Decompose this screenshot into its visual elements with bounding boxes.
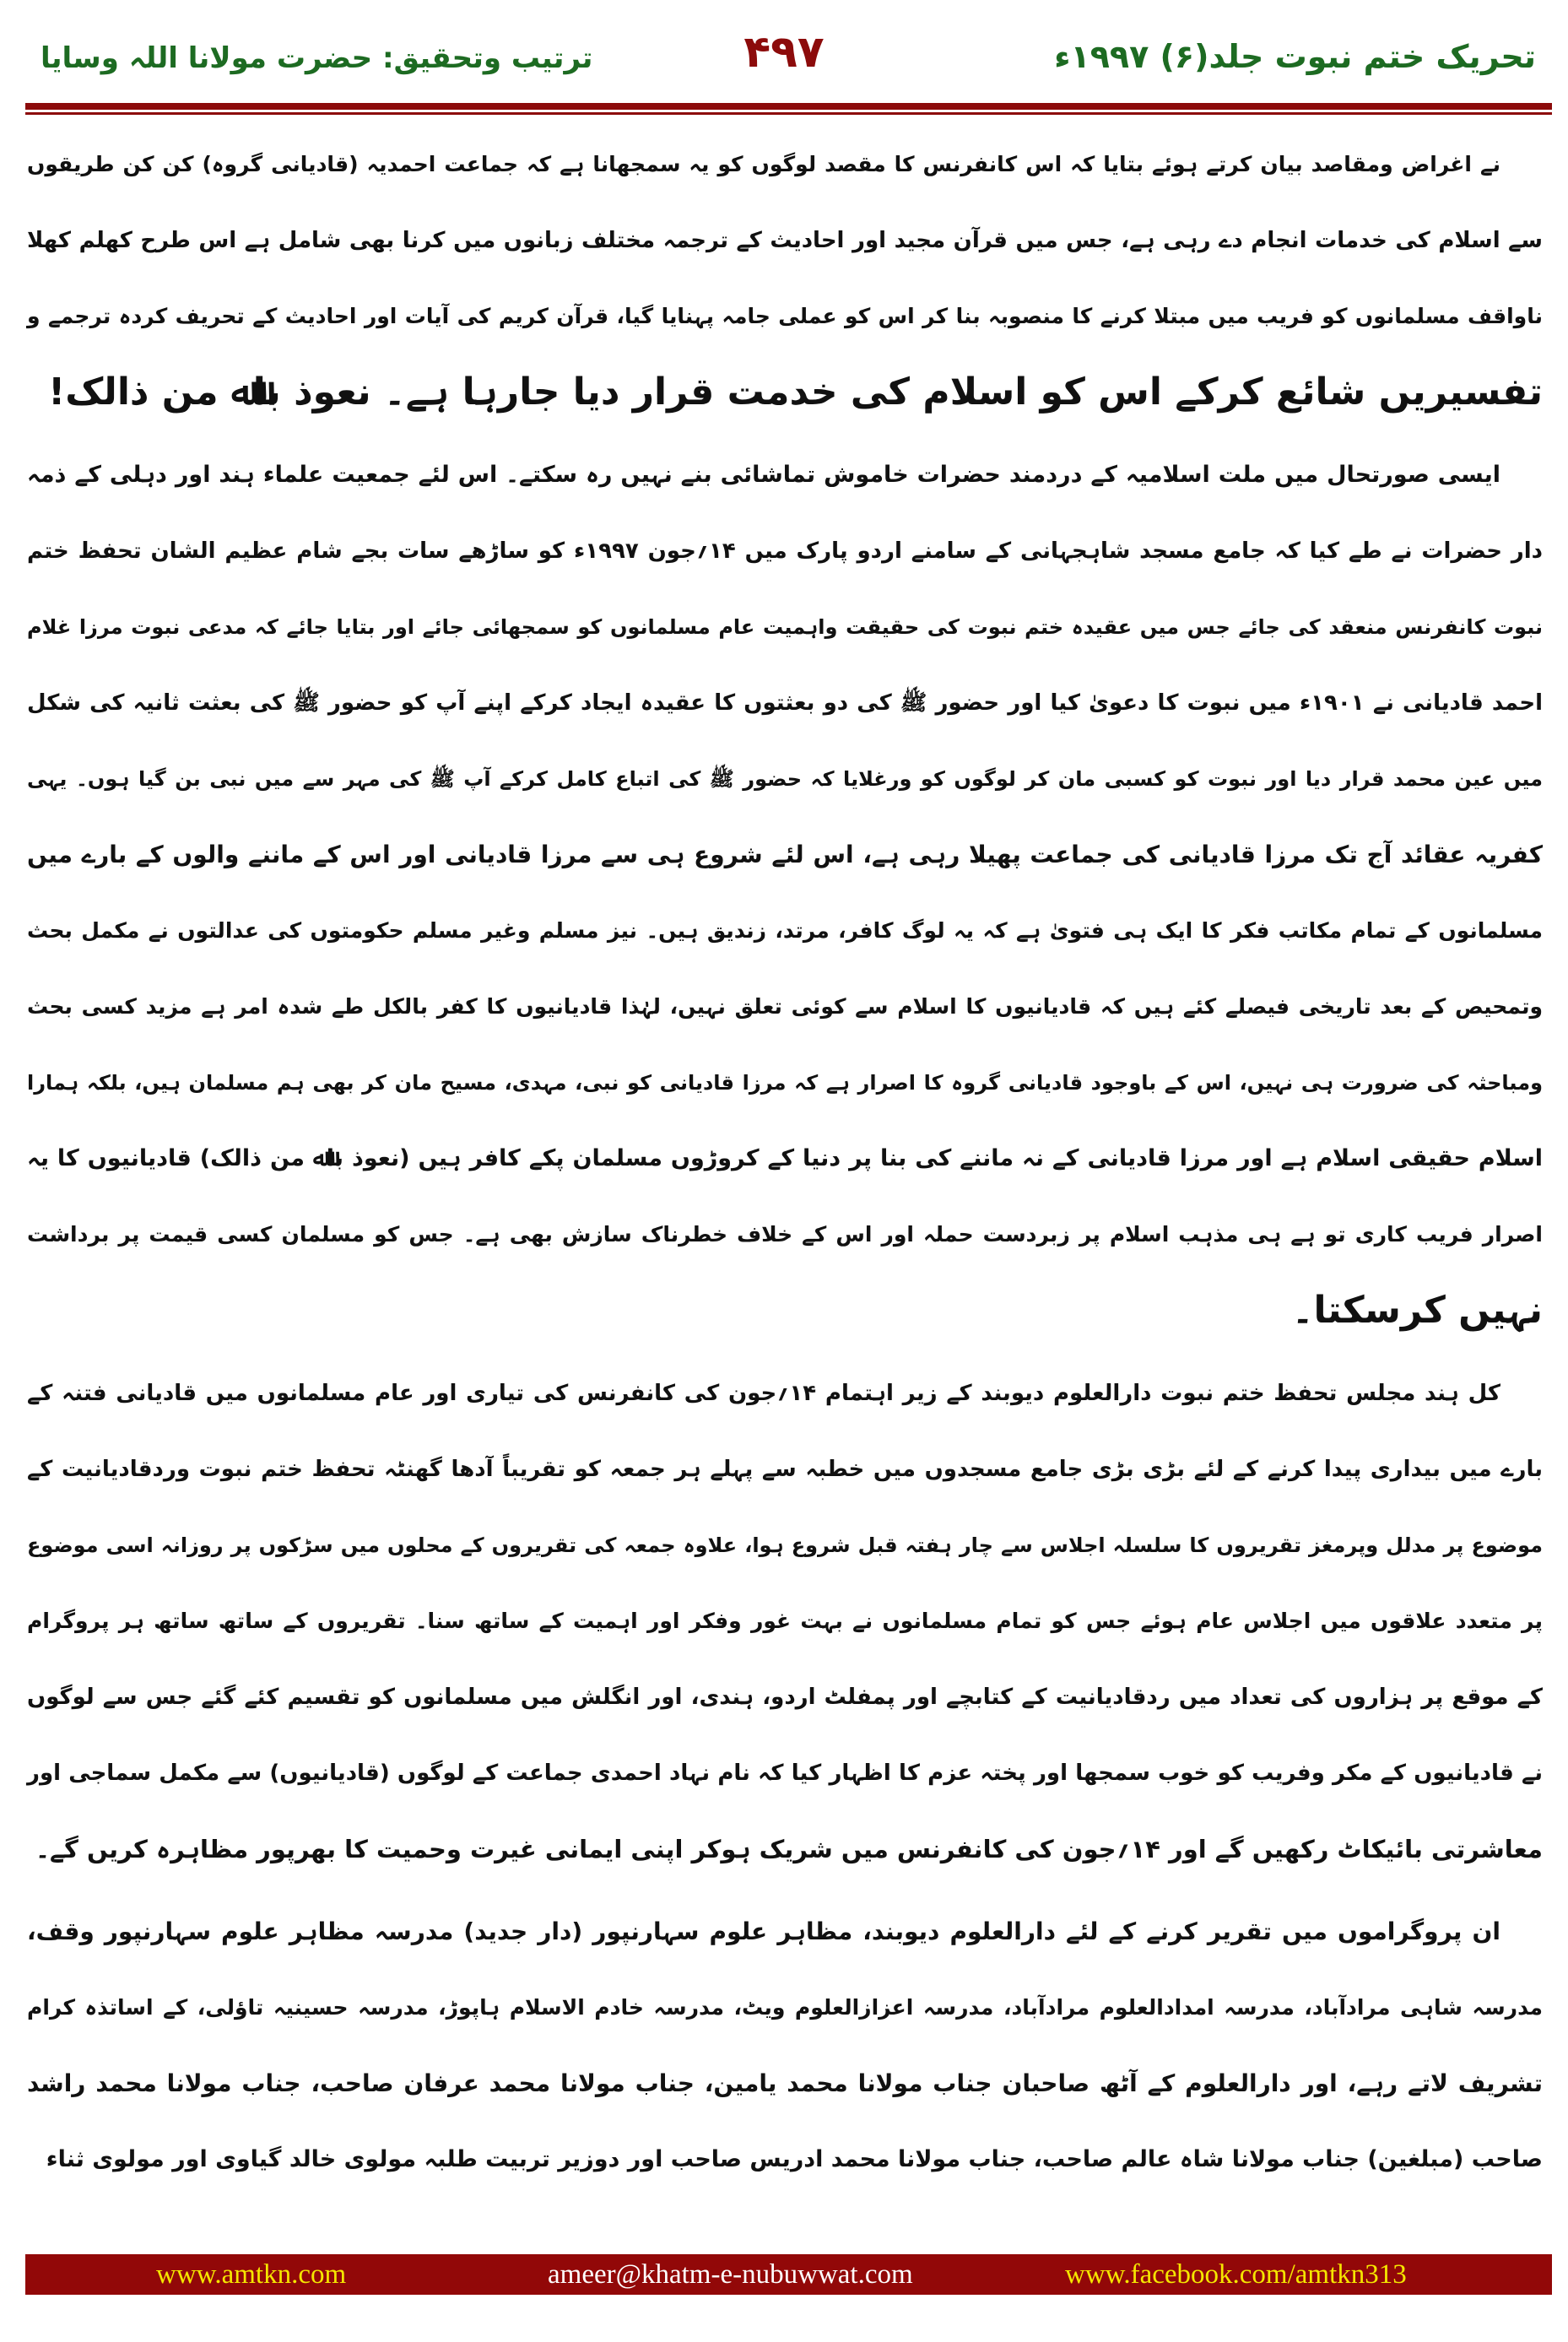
text-line: اسلام حقیقی اسلام ہے اور مرزا قادیانی کے نہ ماننے کی بنا پر دنیا کے کروڑوں مسلمان پکے کافر ہیں (نعوذ باﷲ من ذالک) قادیانیوں کا یہ [27,1145,1543,1171]
text-line: صاحب (مبلغین) جناب مولانا شاہ عالم صاحب، جناب مولانا محمد ادریس صاحب اور دوزیر تربیت طلبہ مولوی خالد گیاوی اور مولوی ثناء [46,2146,1543,2172]
header-rule-thick [25,103,1552,110]
text-line: ومباحثہ کی ضرورت ہی نہیں، اس کے باوجود قادیانی گروہ کا اصرار ہے کہ مرزا قادیانی کو نبی، مہدی، مسیح مان کر بھی ہم مسلمان ہیں، بلکہ ہمارا [27,1071,1543,1095]
text-line: ایسی صورتحال میں ملت اسلامیہ کے دردمند حضرات خاموش تماشائی بنے نہیں رہ سکتے۔ اس لئے جمعیت علماء ہند اور دہلی کے ذمہ [27,462,1500,488]
website-link[interactable]: www.amtkn.com [156,2259,347,2290]
facebook-link[interactable]: www.facebook.com/amtkn313 [1065,2259,1407,2290]
text-line: مسلمانوں کے تمام مکاتب فکر کا ایک ہی فتویٰ ہے کہ یہ لوگ کافر، مرتد، زندیق ہیں۔ نیز مسلم وغیر مسلم حکومتوں کی عدالتوں نے مکمل بحث [27,918,1543,943]
text-line: نہیں کرسکتا۔ [1291,1289,1543,1332]
text-line: تفسیریں شائع کرکے اس کو اسلام کی خدمت قرار دیا جارہا ہے۔ نعوذ باﷲ من ذالک! [48,371,1543,414]
footer-bar [25,2254,1552,2295]
page-number: ۴۹۷ [743,27,825,78]
text-line: مدرسہ شاہی مرادآباد، مدرسہ امدادالعلوم مرادآباد، مدرسہ اعزازالعلوم ویٹ، مدرسہ خادم الاسلام ہاپوڑ، مدرسہ حسینیہ تاؤلی، کے اساتذہ کرام [27,1995,1543,2020]
text-line: میں عین محمد قرار دیا اور نبوت کو کسبی مان کر لوگوں کو ورغلایا کہ حضور ﷺ کی اتباع کامل کرکے آپ ﷺ کی مہر سے میں نبی بن گیا ہوں۔ یہی [27,767,1543,791]
text-line: اصرار فریب کاری تو ہے ہی مذہب اسلام پر زبردست حملہ اور اس کے خلاف خطرناک سازش بھی ہے۔ جس کو مسلمان کسی قیمت پر برداشت [27,1222,1543,1247]
text-line: پر متعدد علاقوں میں اجلاس عام ہوئے جس کو تمام مسلمانوں نے بہت غور وفکر اور اہمیت کے ساتھ سنا۔ تقریروں کے ساتھ ساتھ ہر پروگرام [27,1609,1543,1633]
text-line: کل ہند مجلس تحفظ ختم نبوت دارالعلوم دیوبند کے زیر اہتمام ۱۴؍جون کی کانفرنس کی تیاری اور عام مسلمانوں میں قادیانی فتنہ کے [27,1381,1500,1406]
text-line: بارے میں بیداری پیدا کرنے کے لئے بڑی بڑی جامع مسجدوں میں خطبہ سے پہلے ہر جمعہ کو تقریباً آدھا گھنٹہ تحفظ ختم نبوت وردقادیانیت کے [27,1457,1543,1482]
email-link[interactable]: ameer@khatm-e-nubuwwat.com [548,2259,913,2290]
header-rule-thin [25,112,1552,115]
book-title: تحریک ختم نبوت جلد(۶) ۱۹۹۷ء [1054,38,1536,75]
text-line: تشریف لاتے رہے، اور دارالعلوم کے آٹھ صاحبان جناب مولانا محمد یامین، جناب مولانا محمد عرفان صاحب، جناب مولانا محمد راشد [27,2069,1543,2097]
text-line: نبوت کانفرنس منعقد کی جائے جس میں عقیدہ ختم نبوت کی حقیقت واہمیت عام مسلمانوں کو سمجھائی جائے اور بتایا جائے کہ مدعی نبوت مرزا غلام [27,615,1543,639]
text-line: وتمحیص کے بعد تاریخی فیصلے کئے ہیں کہ قادیانیوں کا اسلام سے کوئی تعلق نہیں، لہٰذا قادیانیوں کا کفر بالکل طے شدہ امر ہے مزید کسی بحث [27,994,1543,1019]
text-line: معاشرتی بائیکاٹ رکھیں گے اور ۱۴؍جون کی کانفرنس میں شریک ہوکر اپنی ایمانی غیرت وحمیت کا بھرپور مظاہرہ کریں گے۔ [35,1835,1543,1863]
compiler-credit: ترتیب وتحقیق: حضرت مولانا اللہ وسایا [41,41,593,75]
text-line: نے اغراض ومقاصد بیان کرتے ہوئے بتایا کہ اس کانفرنس کا مقصد لوگوں کو یہ سمجھانا ہے کہ جماعت احمدیہ (قادیانی گروہ) کن کن طریقوں [27,152,1500,176]
text-line: ان پروگراموں میں تقریر کرنے کے لئے دارالعلوم دیوبند، مظاہر علوم سہارنپور (دار جدید) مدرسہ مظاہر علوم سہارنپور وقف، [27,1917,1501,1945]
text-line: ناواقف مسلمانوں کو فریب میں مبتلا کرنے کا منصوبہ بنا کر اس کو عملی جامہ پہنایا گیا، قرآن کریم کی آیات اور احادیث کے تحریف کردہ ترجمے و [27,304,1543,328]
text-line: کے موقع پر ہزاروں کی تعداد میں ردقادیانیت کے کتابچے اور پمفلٹ اردو، ہندی، اور انگلش میں مسلمانوں کو تقسیم کئے گئے جس سے لوگوں [27,1685,1543,1710]
text-line: کفریہ عقائد آج تک مرزا قادیانی کی جماعت پھیلا رہی ہے، اس لئے شروع ہی سے مرزا قادیانی اور اس کے ماننے والوں کے بارے میں [27,841,1543,868]
body-text [27,127,1543,2198]
text-line: موضوع پر مدلل وپرمغز تقریروں کا سلسلہ اجلاس سے چار ہفتہ قبل شروع ہوا، علاوہ جمعہ کی تقریروں کے محلوں میں سڑکوں پر روزانہ اسی موضوع [27,1533,1543,1557]
text-line: دار حضرات نے طے کیا کہ جامع مسجد شاہجہانی کے سامنے اردو پارک میں ۱۴؍جون ۱۹۹۷ء کو ساڑھے سات بجے شام عظیم الشان تحفظ ختم [27,538,1543,564]
text-line: احمد قادیانی نے ۱۹۰۱ء میں نبوت کا دعویٰ کیا اور حضور ﷺ کی دو بعثتوں کا عقیدہ ایجاد کرکے اپنے آپ کو حضور ﷺ کی بعثت ثانیہ کی شکل [27,690,1543,716]
text-line: سے اسلام کی خدمات انجام دے رہی ہے، جس میں قرآن مجید اور احادیث کے ترجمہ مختلف زبانوں میں کرنا بھی شامل ہے اس طرح کھلم کھلا [27,228,1543,253]
text-line: نے قادیانیوں کے مکر وفریب کو خوب سمجھا اور پختہ عزم کا اظہار کیا کہ نام نہاد احمدی جماعت کے لوگوں (قادیانیوں) سے مکمل سماجی اور [27,1761,1543,1786]
